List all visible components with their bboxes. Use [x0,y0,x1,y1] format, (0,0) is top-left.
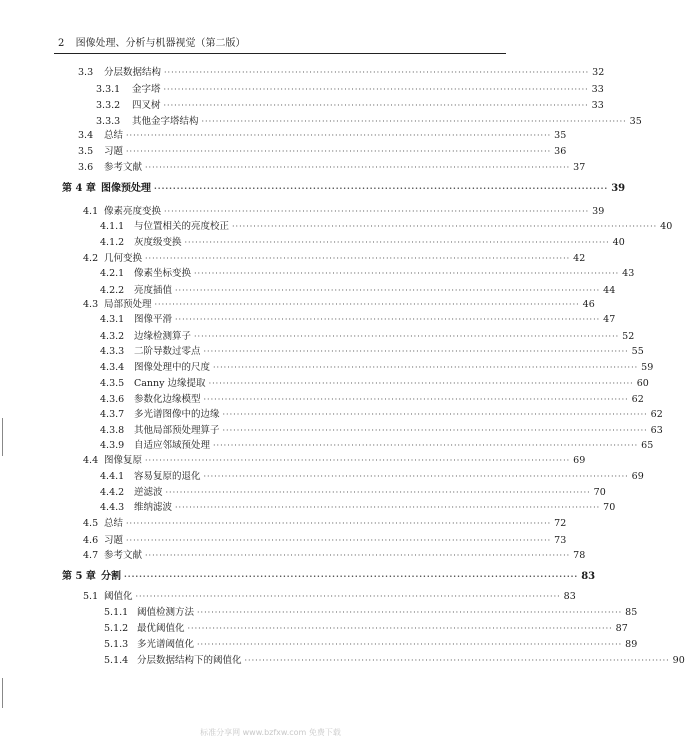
leader-dots: ························································································································ [187,624,613,633]
toc-page: 85 [625,607,638,618]
toc-row [83,517,567,530]
leader-dots: ························································································································ [126,519,552,528]
leader-dots: ························································································································ [232,222,658,231]
toc-number: 5.1.4 [104,655,129,666]
toc-title: 二阶导数过零点 [134,346,201,357]
toc-page: 43 [622,268,635,279]
leader-dots: ························································································································ [213,441,639,450]
toc-row [78,161,586,174]
toc-page: 39 [611,183,626,194]
toc-number: 3.6 [78,162,94,173]
toc-page: 52 [622,331,635,342]
toc-title: 图像复原 [104,455,143,466]
toc-row [100,408,663,421]
toc-title: 像素坐标变换 [134,268,192,279]
toc-title: 其他局部预处理算子 [134,425,220,436]
toc-row [100,284,616,297]
toc-number: 第 4 章 [62,183,96,194]
toc-number: 3.3 [78,67,94,78]
toc-number: 4.3.4 [100,362,125,373]
toc-number: 第 5 章 [62,571,96,582]
toc-number: 4.3.6 [100,394,125,405]
leader-dots: ························································································································ [124,571,579,581]
toc-page: 46 [582,299,595,310]
leader-dots: ························································································································ [126,131,552,140]
leader-dots: ························································································································ [208,379,634,388]
leader-dots: ························································································································ [175,286,601,295]
leader-dots: ························································································································ [135,592,561,601]
toc-number: 4.4.1 [100,471,125,482]
toc-row [100,345,644,358]
leader-dots: ························································································································ [126,147,552,156]
toc-page: 70 [593,487,606,498]
toc-row [78,145,567,158]
toc-title: 习题 [104,146,124,157]
toc-title: 容易复原的退化 [134,471,201,482]
toc-row [100,220,673,233]
toc-page: 60 [636,378,649,389]
toc-page: 63 [650,425,663,436]
toc-number: 4.5 [83,518,99,529]
toc-page: 62 [631,394,644,405]
leader-dots: ························································································································ [244,656,670,665]
toc-row [78,66,605,79]
toc-page: 47 [603,314,616,325]
toc-title: 亮度插值 [134,285,173,296]
leader-dots: ························································································································ [175,503,601,512]
watermark: 标准分享网 www.bzfxw.com 免费下载 [200,728,341,737]
toc-number: 4.1.1 [100,221,125,232]
toc-number: 4.3.1 [100,314,125,325]
toc-number: 4.1 [83,206,99,217]
toc-row [104,638,638,651]
toc-title: 图像处理中的尺度 [134,362,211,373]
toc-number: 4.3 [83,299,99,310]
toc-title: 维纳滤波 [134,502,173,513]
toc-row [100,393,644,406]
toc-number: 4.2 [83,253,99,264]
toc-number: 3.3.1 [96,84,121,95]
toc-page: 39 [592,206,605,217]
toc-page: 70 [603,502,616,513]
leader-dots: ························································································································ [154,300,580,309]
toc-number: 3.3.2 [96,100,121,111]
toc-page: 87 [615,623,628,634]
leader-dots: ························································································································ [154,183,609,193]
toc-number: 5.1 [83,591,99,602]
toc-row [83,590,576,603]
toc-title: 习题 [104,535,124,546]
toc-page: 73 [554,535,567,546]
toc-title: 边缘检测算子 [134,331,192,342]
toc-row [100,501,616,514]
toc-number: 4.3.2 [100,331,125,342]
leader-dots: ························································································································ [175,315,601,324]
toc-page: 42 [573,253,586,264]
toc-page: 44 [603,285,616,296]
toc-row [100,377,649,390]
toc-page: 35 [554,130,567,141]
toc-page: 90 [672,655,685,666]
toc-row [100,330,635,343]
toc-chapter-row [62,570,596,583]
leader-dots: ························································································································ [163,85,589,94]
toc-page: 40 [612,237,625,248]
toc-row [100,361,654,374]
toc-row [100,424,663,437]
leader-dots: ························································································································ [197,608,623,617]
leader-dots: ························································································································ [203,347,629,356]
leader-dots: ························································································································ [222,410,648,419]
toc-row [83,298,595,311]
toc-title: 多光谱阈值化 [137,639,195,650]
toc-number: 4.3.8 [100,425,125,436]
toc-page: 37 [573,162,586,173]
leader-dots: ························································································································ [194,332,620,341]
toc-page: 62 [650,409,663,420]
leader-dots: ························································································································ [164,207,590,216]
toc-number: 4.4 [83,455,99,466]
leader-dots: ························································································································ [184,238,610,247]
toc-row [100,439,654,452]
toc-title: 总结 [104,518,124,529]
toc-title: 总结 [104,130,124,141]
toc-title: 局部预处理 [104,299,152,310]
toc-page: 36 [554,146,567,157]
toc-number: 5.1.1 [104,607,129,618]
toc-number: 5.1.3 [104,639,129,650]
toc-title: 金字塔 [132,84,161,95]
toc-title: 其他金字塔结构 [132,116,199,127]
toc-row [100,470,644,483]
toc-row [96,115,642,128]
toc-title: 灰度级变换 [134,237,182,248]
toc-title: 与位置相关的亮度校正 [134,221,230,232]
leader-dots: ························································································································ [145,163,571,172]
toc-title: 阈值化 [104,591,133,602]
toc-title: 分割 [101,571,121,582]
toc-number: 3.3.3 [96,116,121,127]
toc-number: 4.2.2 [100,285,125,296]
toc-number: 4.3.3 [100,346,125,357]
toc-page: 83 [581,571,596,582]
toc-row [104,654,685,667]
toc-row [78,129,567,142]
toc-title: 多光谱图像中的边缘 [134,409,220,420]
leader-dots: ························································································································ [197,640,623,649]
toc-page: 72 [554,518,567,529]
toc-number: 4.4.2 [100,487,125,498]
toc-title: 自适应邻域预处理 [134,440,211,451]
book-title: 图像处理、分析与机器视觉（第二版） [75,38,246,49]
toc-title: 参考文献 [104,550,143,561]
toc-number: 4.3.7 [100,409,125,420]
toc-number: 4.2.1 [100,268,125,279]
page-number: 2 [58,38,65,49]
toc-row [83,205,605,218]
toc-page: 33 [591,100,604,111]
toc-row [96,83,604,96]
toc-number: 4.3.9 [100,440,125,451]
toc-page: 32 [592,67,605,78]
toc-row [100,486,606,499]
toc-title: 像素亮度变换 [104,206,162,217]
toc-page: 83 [563,591,576,602]
leader-dots: ························································································································ [145,551,571,560]
toc-number: 4.4.3 [100,502,125,513]
leader-dots: ························································································································ [194,269,620,278]
toc-page: 55 [631,346,644,357]
toc-page: 69 [631,471,644,482]
toc-title: 分层数据结构下的阈值化 [137,655,242,666]
toc-row [83,534,567,547]
toc-number: 4.6 [83,535,99,546]
leader-dots: ························································································································ [203,472,629,481]
toc-title: 参数化边缘模型 [134,394,201,405]
toc-row [104,622,628,635]
leader-dots: ························································································································ [213,363,639,372]
leader-dots: ························································································································ [145,254,571,263]
leader-dots: ························································································································ [201,117,627,126]
toc-title: 分层数据结构 [104,67,162,78]
toc-title: 图像平滑 [134,314,173,325]
toc-title: 逆滤波 [134,487,163,498]
leader-dots: ························································································································ [126,536,552,545]
toc-row [100,236,625,249]
toc-title: 参考文献 [104,162,143,173]
toc-title: 最优阈值化 [137,623,185,634]
toc-chapter-row [62,182,626,195]
toc-row [83,252,586,265]
toc-number: 4.7 [83,550,99,561]
toc-row [100,267,635,280]
toc-row [100,313,616,326]
toc-page: 89 [625,639,638,650]
toc-row [104,606,638,619]
leader-dots: ························································································································ [145,456,571,465]
toc-page: 69 [573,455,586,466]
toc-title: 阈值检测方法 [137,607,195,618]
toc-page: 35 [629,116,642,127]
leader-dots: ························································································································ [203,395,629,404]
toc-title: 几何变换 [104,253,143,264]
toc-row [83,454,586,467]
toc-title: 四叉树 [132,100,161,111]
toc-number: 4.1.2 [100,237,125,248]
toc-number: 3.4 [78,130,94,141]
leader-dots: ························································································································ [222,426,648,435]
toc-number: 5.1.2 [104,623,129,634]
toc-page: 59 [641,362,654,373]
leader-dots: ························································································································ [165,488,591,497]
toc-row [96,99,604,112]
toc-row [83,549,586,562]
toc-number: 4.3.5 [100,378,125,389]
leader-dots: ························································································································ [163,101,589,110]
toc-page: 33 [591,84,604,95]
toc-page: 65 [641,440,654,451]
toc-title: Canny 边缘提取 [134,378,206,389]
toc-number: 3.5 [78,146,94,157]
toc-title: 图像预处理 [101,183,151,194]
toc-page: 78 [573,550,586,561]
toc-page: 40 [660,221,673,232]
leader-dots: ························································································································ [164,68,590,77]
